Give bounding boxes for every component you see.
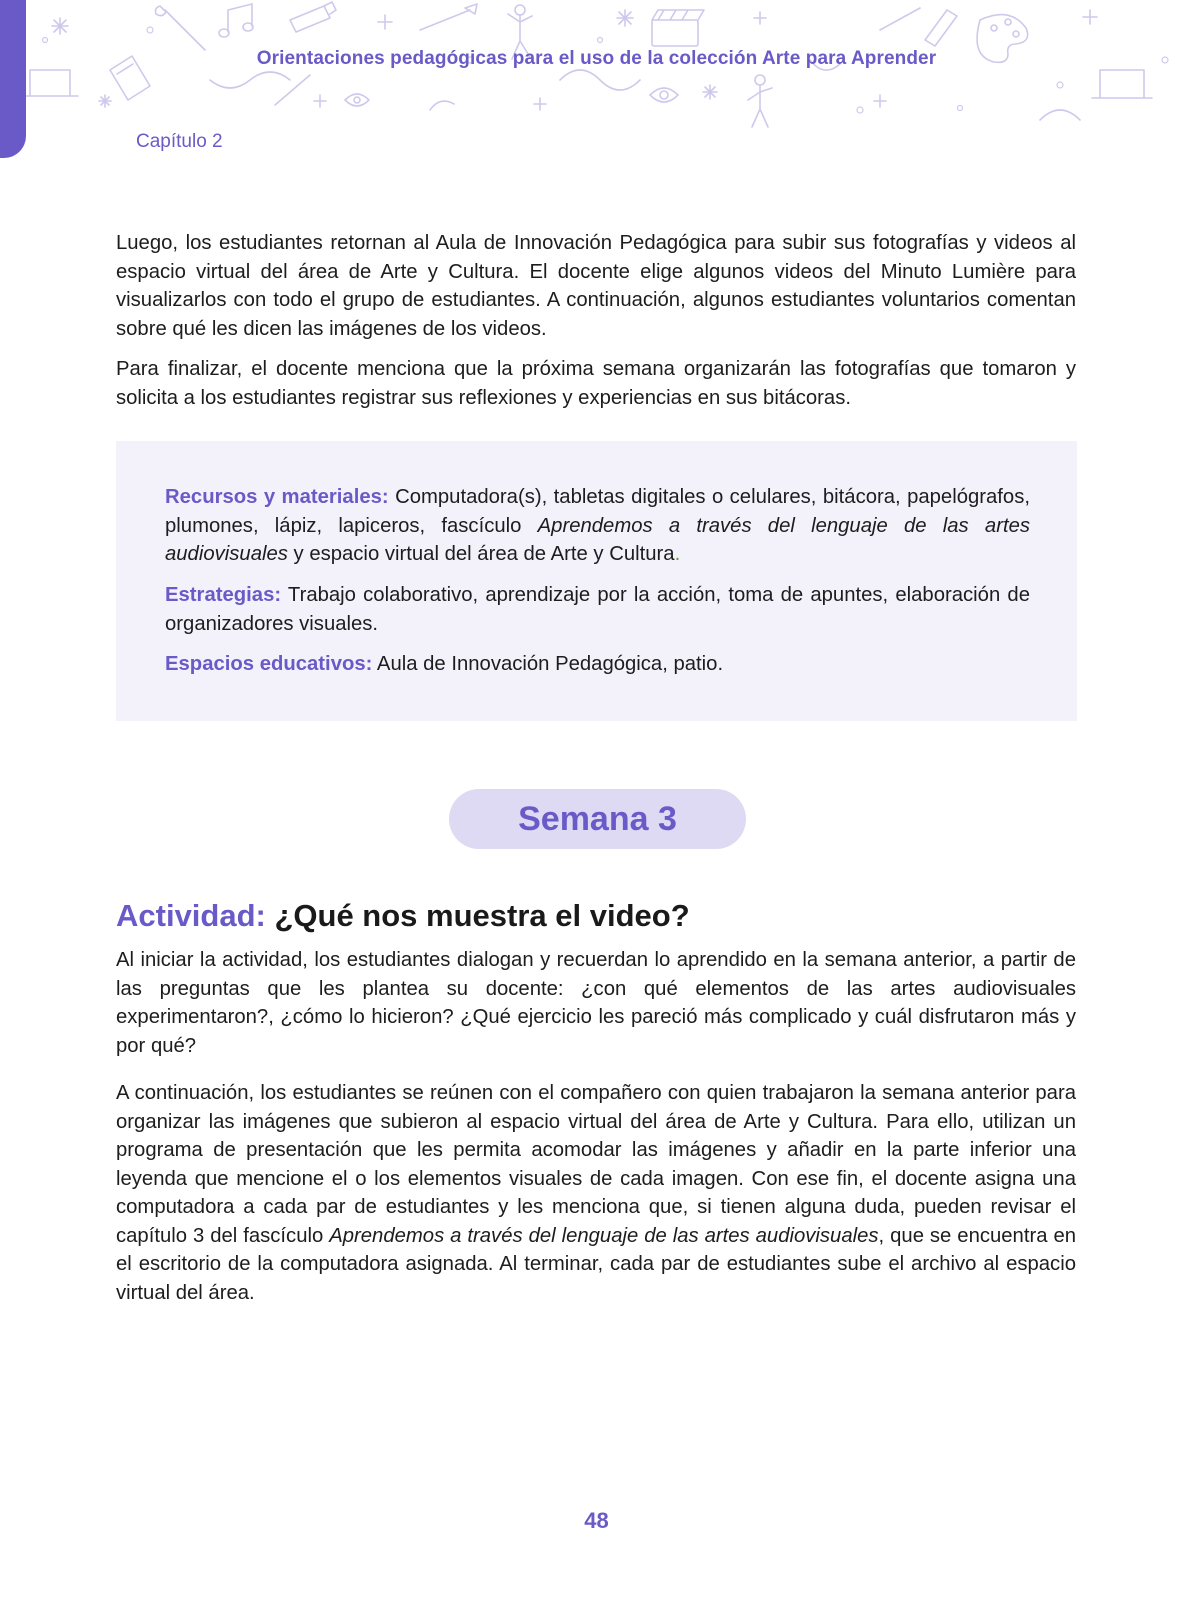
intro-paragraph-2: Para finalizar, el docente menciona que la próxima semana organizarán las fotografías que tomaron y solicita a los estudiantes registrar sus reflexiones y experiencias en sus bitácoras. xyxy=(116,358,1076,409)
header-band xyxy=(0,0,1193,160)
header-title: Orientaciones pedagógicas para el uso de la colección Arte para Aprender xyxy=(256,48,937,69)
spaces-text: Aula de Innovación Pedagógica, patio. xyxy=(372,653,724,675)
strategies-text: Trabajo colaborativo, aprendizaje por la acción, toma de apuntes, elaboración de organizadores visuales. xyxy=(165,584,1030,635)
chapter-side-tab xyxy=(0,0,26,158)
activity-p2-text: A continuación, los estudiantes se reúnen con el compañero con quien trabajaron la semana anterior para organizar las imágenes que subieron al espacio virtual del área de Arte y Cultura. Para ello, utilizan un programa de presentación que les permita acomodar las imágenes y añadir en la parte inferior una leyenda que mencione el o los elementos visuales de cada imagen. Con ese fin, el docente asigna una computadora a cada par de estudiantes y les menciona que, si tienen alguna duda, pueden revisar el capítulo 3 del fascículo xyxy=(116,1082,1076,1247)
activity-p2-text-end: , que se encuentra en el escritorio de la computadora asignada. Al terminar, cada par de estudiantes sube el archivo al espacio virtual del área. xyxy=(116,1224,1077,1304)
page-number: 48 xyxy=(584,1508,609,1533)
resources-item xyxy=(165,483,1030,569)
resources-text: Computadora(s), tabletas digitales o celulares, bitácora, papelógrafos, plumones, lápiz, lapiceros, fascículo xyxy=(165,486,1030,537)
activity-heading xyxy=(116,898,690,934)
activity-title: ¿Qué nos muestra el video? xyxy=(265,898,690,933)
resources-text-end: y espacio virtual del área de Arte y Cultura xyxy=(287,543,675,565)
activity-paragraph-1: Al iniciar la actividad, los estudiantes dialogan y recuerdan lo aprendido en la semana anterior, a partir de las preguntas que les plantea su docente: ¿con qué elementos de las artes audiovisuales experimentaron?, ¿cómo lo hicieron? ¿Qué ejercicio les pareció más complicado y cuál disfrutaron más y por qué? xyxy=(116,949,1076,1057)
clapperboard-icon xyxy=(652,10,704,46)
activity-paragraph-2 xyxy=(116,1079,1076,1307)
top-hat-icon xyxy=(22,70,1152,98)
activity-label: Actividad: xyxy=(116,898,266,933)
paint-tube-icon xyxy=(290,2,957,46)
activity-book-title: Aprendemos a través del lenguaje de las artes audiovisuales xyxy=(329,1224,879,1247)
week-badge: Semana 3 xyxy=(449,789,746,849)
eye-icon xyxy=(345,88,678,106)
strategies-label: Estrategias: xyxy=(165,584,282,606)
music-note-icon xyxy=(219,4,253,37)
chapter-label: Capítulo 2 xyxy=(136,131,223,152)
resources-box xyxy=(116,441,1077,721)
dot-decoration xyxy=(43,27,1169,113)
intro-paragraph-1: Luego, los estudiantes retornan al Aula de Innovación Pedagógica para subir sus fotografías y videos al espacio virtual del área de Arte y Cultura. El docente elige algunos videos del Minuto Lumière para visualizarlos con todo el grupo de estudiantes. A continuación, algunos estudiantes voluntarios comentan sobre qué les dicen las imágenes de los videos. xyxy=(116,232,1076,340)
spaces-label: Espacios educativos: xyxy=(165,653,373,675)
strategies-item xyxy=(165,581,1030,638)
spaces-item xyxy=(165,650,1030,679)
resources-end-mark: . xyxy=(674,543,681,565)
resources-book-title: Aprendemos a través del lenguaje de las artes audiovisuales xyxy=(165,514,1030,565)
resources-label: Recursos y materiales: xyxy=(165,486,389,508)
